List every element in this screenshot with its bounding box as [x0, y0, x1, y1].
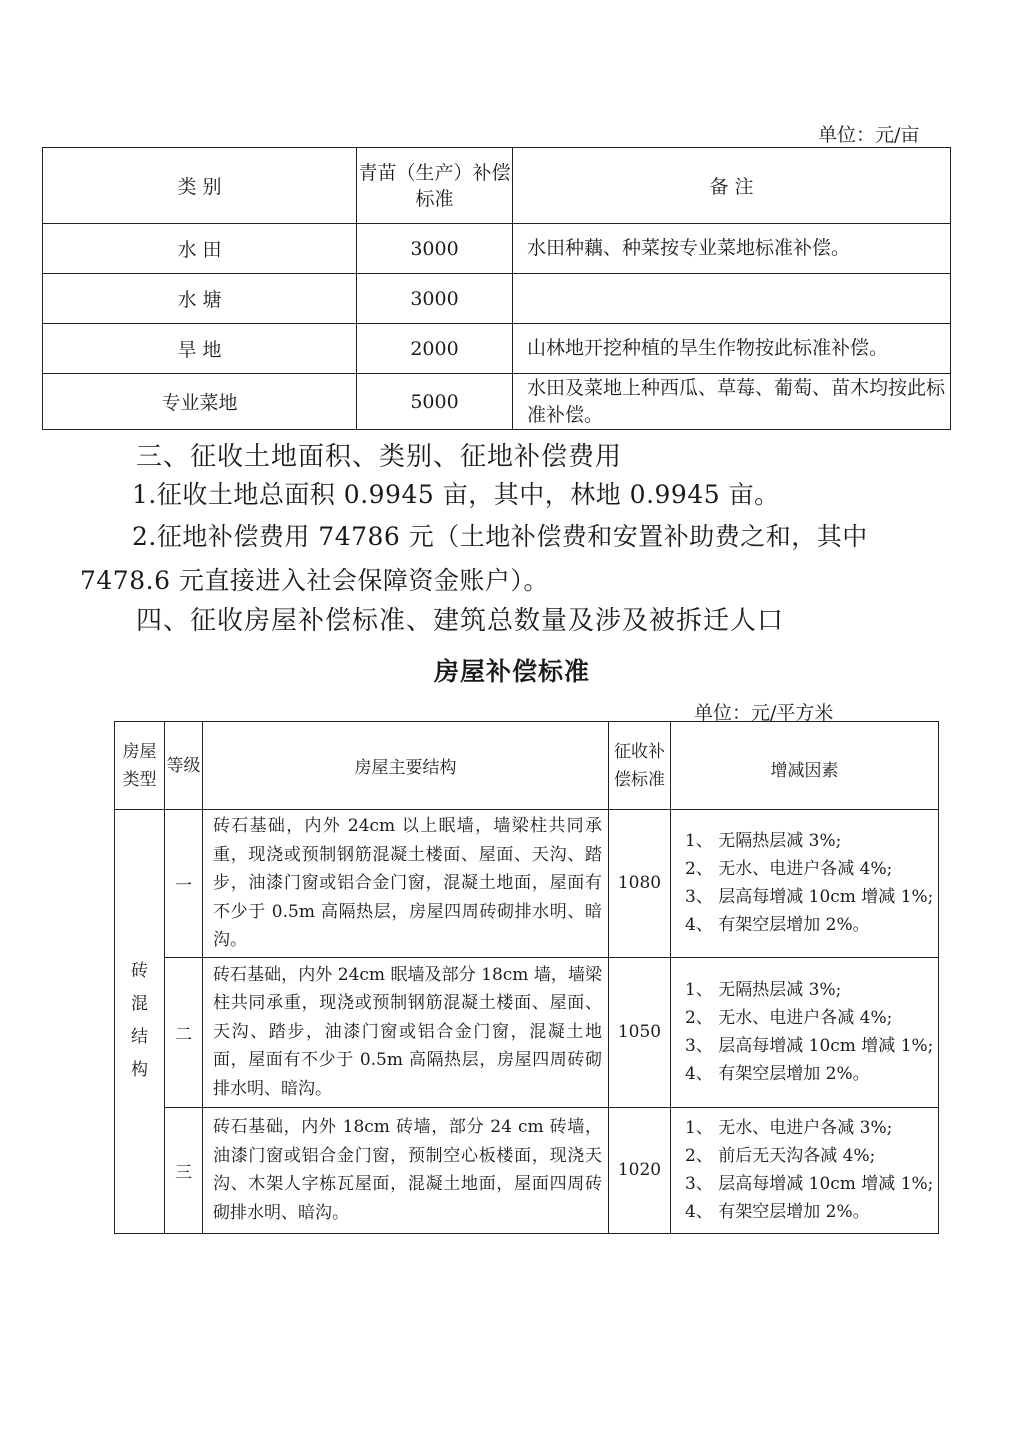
t2-price: 1050 — [609, 957, 671, 1107]
section3-item2-line1: 2.征地补偿费用 74786 元（土地补偿费和安置补助费之和，其中 — [132, 522, 868, 551]
t2-factors — [671, 957, 939, 1107]
section4-heading: 四、征收房屋补偿标准、建筑总数量及涉及被拆迁人口 — [136, 606, 785, 636]
table-row — [43, 324, 951, 374]
t2-grade: 一 — [165, 810, 203, 958]
t2-header-type: 房屋类型 — [115, 722, 165, 810]
t1-header-type: 类 别 — [43, 148, 357, 224]
t1-cell-note — [513, 274, 951, 324]
t2-factor-item: 2、 无水、电进户各减 4%; — [685, 859, 893, 880]
t2-structure: 砖石基础，内外 18cm 砖墙，部分 24 cm 砖墙，油漆门窗或铝合金门窗，预制空心板楼面，现浇天沟、木架人字栋瓦屋面，混凝土地面，屋面四周砖砌排水明、暗沟。 — [203, 1107, 609, 1233]
table2-unit: 单位：元/平方米 — [694, 702, 834, 724]
table-row — [43, 374, 951, 430]
t2-grade: 三 — [165, 1107, 203, 1233]
house-compensation-table — [114, 721, 939, 1234]
table-row — [43, 224, 951, 274]
t1-cell-value: 5000 — [357, 374, 513, 430]
section3-item2-line2: 7478.6 元直接进入社会保障资金账户）。 — [80, 566, 549, 595]
t2-price: 1080 — [609, 810, 671, 958]
t1-cell-value: 3000 — [357, 224, 513, 274]
t2-factor-item: 3、 层高每增减 10cm 增减 1%; — [685, 1036, 934, 1056]
t2-header-factors: 增减因素 — [671, 722, 939, 810]
section3-item1: 1.征收土地总面积 0.9945 亩，其中，林地 0.9945 亩。 — [132, 480, 780, 509]
table-row — [43, 274, 951, 324]
t1-cell-note: 水田及菜地上种西瓜、草莓、葡萄、苗木均按此标准补偿。 — [513, 374, 951, 430]
t1-cell-type: 旱 地 — [43, 324, 357, 374]
table1-unit: 单位：元/亩 — [818, 124, 920, 146]
t2-house-type — [115, 810, 165, 1234]
t2-factors — [671, 1107, 939, 1233]
t2-header-grade: 等级 — [165, 722, 203, 810]
table2-title: 房屋补偿标准 — [433, 657, 590, 686]
t1-cell-note: 山林地开挖种植的旱生作物按此标准补偿。 — [513, 324, 951, 374]
table-row — [115, 810, 939, 958]
t1-cell-note: 水田种藕、种菜按专业菜地标准补偿。 — [513, 224, 951, 274]
t2-factor-item: 2、 前后无天沟各减 4%; — [685, 1146, 876, 1166]
t2-factor-item: 4、 有架空层增加 2%。 — [685, 1202, 870, 1222]
t2-price: 1020 — [609, 1107, 671, 1233]
t2-header-structure: 房屋主要结构 — [203, 722, 609, 810]
t1-cell-type: 专业菜地 — [43, 374, 357, 430]
t1-header-note: 备 注 — [513, 148, 951, 224]
table-row — [115, 1107, 939, 1233]
t2-house-type-label: 砖混结构 — [130, 961, 148, 1081]
t2-factor-item: 3、 层高每增减 10cm 增减 1%; — [685, 887, 934, 908]
t2-factors — [671, 810, 939, 958]
t1-cell-value: 2000 — [357, 324, 513, 374]
t2-structure: 砖石基础，内外 24cm 以上眠墙，墙梁柱共同承重，现浇或预制钢筋混凝土楼面、屋面、天沟、踏步，油漆门窗或铝合金门窗，混凝土地面，屋面有不少于 0.5m 高隔热层，房屋四周砖砌排水明、暗沟。 — [203, 810, 609, 958]
t1-cell-type: 水 田 — [43, 224, 357, 274]
t2-factor-item: 1、 无隔热层减 3%; — [685, 980, 842, 1000]
t2-header-standard: 征收补偿标准 — [609, 722, 671, 810]
t1-cell-type: 水 塘 — [43, 274, 357, 324]
t2-factor-item: 2、 无水、电进户各减 4%; — [685, 1008, 893, 1028]
seedling-compensation-table — [42, 147, 951, 430]
section3-heading: 三、征收土地面积、类别、征地补偿费用 — [136, 442, 623, 472]
t1-cell-value: 3000 — [357, 274, 513, 324]
table-row — [115, 957, 939, 1107]
t2-factor-item: 1、 无水、电进户各减 3%; — [685, 1118, 893, 1138]
t2-grade: 二 — [165, 957, 203, 1107]
t2-factor-item: 4、 有架空层增加 2%。 — [685, 1064, 870, 1084]
t2-factor-item: 4、 有架空层增加 2%。 — [685, 915, 870, 936]
t2-factor-item: 3、 层高每增减 10cm 增减 1%; — [685, 1174, 934, 1194]
t1-header-standard: 青苗（生产）补偿标准 — [357, 148, 513, 224]
t2-structure: 砖石基础，内外 24cm 眠墙及部分 18cm 墙，墙梁柱共同承重，现浇或预制钢筋混凝土楼面、屋面、天沟、踏步，油漆门窗或铝合金门窗，混凝土地面，屋面有不少于 0.5m 高隔热层，房屋四周砖砌排水明、暗沟。 — [203, 957, 609, 1107]
t2-factor-item: 1、 无隔热层减 3%; — [685, 831, 842, 852]
